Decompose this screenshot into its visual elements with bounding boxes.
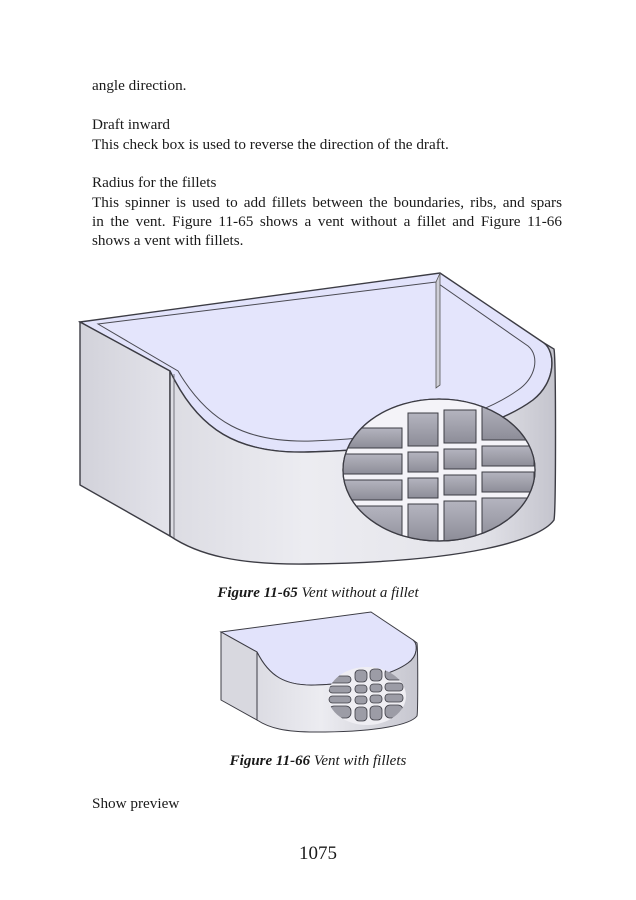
caption-label-figure-11-65: Figure 11-65 xyxy=(217,585,298,601)
heading-draft-inward: Draft inward xyxy=(92,116,171,133)
figure-vent-with-fillets xyxy=(219,610,419,734)
text-draft-inward-description: This check box is used to reverse the direction of the draft. xyxy=(92,136,449,153)
page-number: 1075 xyxy=(299,843,337,864)
heading-radius-fillets: Radius for the fillets xyxy=(92,174,217,191)
figure-vent-without-fillet xyxy=(78,270,560,568)
caption-figure-11-65 xyxy=(0,584,636,603)
caption-label-figure-11-66: Figure 11-66 xyxy=(229,753,311,769)
text-radius-fillets-line-2: in the vent. Figure 11-65 shows a vent without a fillet and Figure 11-66 xyxy=(92,213,562,230)
text-radius-fillets-line-3: shows a vent with fillets. xyxy=(92,232,244,249)
text-radius-fillets-line-1: This spinner is used to add fillets between the boundaries, ribs, and spars xyxy=(92,194,562,211)
caption-text-figure-11-66: Vent with fillets xyxy=(310,753,407,769)
heading-show-preview: Show preview xyxy=(92,795,180,812)
caption-figure-11-66 xyxy=(0,752,636,771)
text-angle-direction: angle direction. xyxy=(92,77,187,94)
caption-text-figure-11-65: Vent without a fillet xyxy=(297,585,419,601)
